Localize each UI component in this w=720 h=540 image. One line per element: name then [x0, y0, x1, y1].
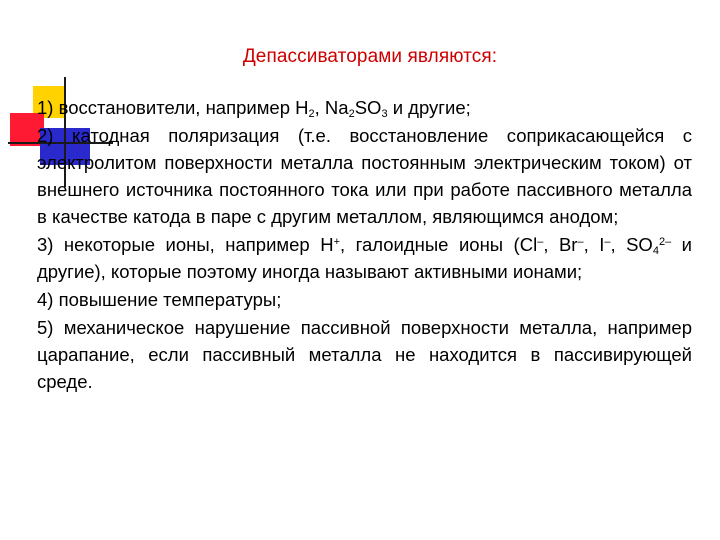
list-item-reducers: 1) восстановители, например $H_2$, $Na_2SO_3$ и другие;: [37, 97, 471, 120]
slide-title: Депассиваторами являются:: [242, 46, 498, 67]
list-item-mechanical-damage: 5) механическое нарушение пассивной поверхности металла, например царапание, если пассивный металла не находится в пассивирующей среде.: [37, 317, 692, 392]
list-item-ions: 3) некоторые ионы, например H+, галоидные ионы (Cl–, Br–, I–, $SO_4^{2-}$ и другие), которые поэтому иногда называют активными ионами;: [37, 234, 693, 282]
depassivators-list: [37, 94, 692, 396]
list-item-temperature: 4) повышение температуры;: [37, 289, 282, 310]
list-item-cathodic-polarization: 2) катодная поляризация (т.е. восстановление соприкасающейся с электролитом поверхности металла постоянным электрическим током) от внешнего источника постоянного тока или при работе пассивного металла в качестве катода в паре с другим металлом, являющимся анодом;: [37, 125, 692, 227]
